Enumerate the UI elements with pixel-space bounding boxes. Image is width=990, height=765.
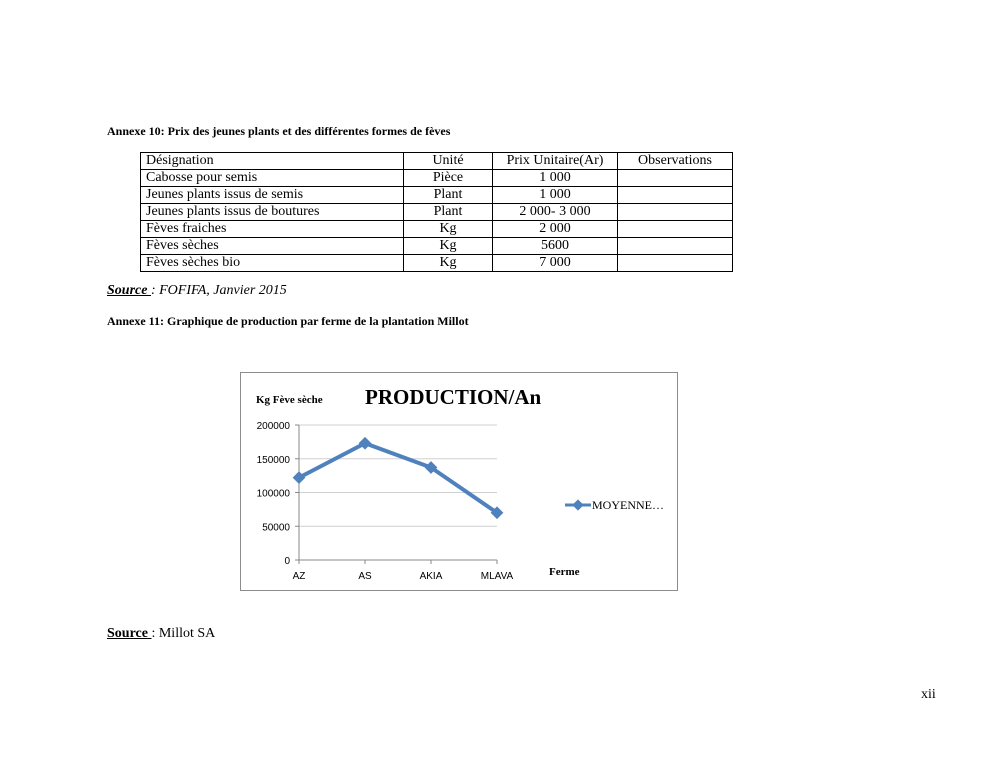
cell-observations xyxy=(618,204,733,221)
cell-observations xyxy=(618,255,733,272)
chart-legend xyxy=(565,498,664,512)
chart-canvas xyxy=(241,373,677,590)
header-observations: Observations xyxy=(618,153,733,170)
source-text: : FOFIFA, Janvier 2015 xyxy=(150,283,287,298)
cell-unite: Plant xyxy=(404,204,493,221)
cell-observations xyxy=(618,170,733,187)
header-prix: Prix Unitaire(Ar) xyxy=(493,153,618,170)
y-tick-label: 200000 xyxy=(256,421,290,432)
cell-prix: 5600 xyxy=(493,238,618,255)
table-row xyxy=(141,255,733,272)
y-tick-label: 50000 xyxy=(262,522,290,534)
production-chart xyxy=(240,372,678,591)
legend-label: MOYENNE… xyxy=(592,498,664,512)
cell-prix: 7 000 xyxy=(493,255,618,272)
chart-axes xyxy=(257,421,514,582)
cell-unite: Kg xyxy=(404,221,493,238)
x-tick-label: AS xyxy=(358,571,372,582)
annex10-title: Annexe 10: Prix des jeunes plants et des différentes formes de fèves xyxy=(107,124,451,138)
cell-designation: Cabosse pour semis xyxy=(141,170,404,187)
table-row xyxy=(141,221,733,238)
cell-prix: 2 000- 3 000 xyxy=(493,204,618,221)
chart-series xyxy=(293,437,504,519)
x-tick-label: AKIA xyxy=(419,571,443,582)
x-tick-label: AZ xyxy=(292,571,306,582)
cell-prix: 1 000 xyxy=(493,170,618,187)
cell-unite: Plant xyxy=(404,187,493,204)
legend-marker xyxy=(572,499,583,510)
table-row xyxy=(141,170,733,187)
source-note-annex10 xyxy=(107,283,287,299)
page-number: xii xyxy=(921,687,936,702)
table-row xyxy=(141,238,733,255)
cell-observations xyxy=(618,238,733,255)
y-axis-label: Kg Fève sèche xyxy=(256,394,323,406)
table-row xyxy=(141,187,733,204)
cell-unite: Pièce xyxy=(404,170,493,187)
header-unite: Unité xyxy=(404,153,493,170)
x-tick-label: MLAVA xyxy=(480,571,514,582)
cell-observations xyxy=(618,221,733,238)
cell-designation: Fèves sèches xyxy=(141,238,404,255)
series-line xyxy=(299,443,497,513)
cell-prix: 1 000 xyxy=(493,187,618,204)
cell-designation: Fèves sèches bio xyxy=(141,255,404,272)
price-table xyxy=(140,152,733,272)
cell-designation: Jeunes plants issus de boutures xyxy=(141,204,404,221)
x-axis-label: Ferme xyxy=(549,566,580,578)
cell-designation: Jeunes plants issus de semis xyxy=(141,187,404,204)
table-header-row xyxy=(141,153,733,170)
cell-designation: Fèves fraiches xyxy=(141,221,404,238)
annex11-title: Annexe 11: Graphique de production par ferme de la plantation Millot xyxy=(107,314,469,328)
source-label: Source xyxy=(107,626,152,641)
y-tick-label: 150000 xyxy=(256,454,290,466)
y-tick-label: 100000 xyxy=(256,488,290,500)
source-text: : Millot SA xyxy=(151,626,216,641)
table-row xyxy=(141,204,733,221)
source-label: Source xyxy=(107,283,151,298)
cell-prix: 2 000 xyxy=(493,221,618,238)
header-designation: Désignation xyxy=(141,153,404,170)
chart-title: PRODUCTION/An xyxy=(365,385,542,409)
y-tick-label: 0 xyxy=(284,556,290,567)
cell-observations xyxy=(618,187,733,204)
source-note-annex11 xyxy=(107,626,215,642)
cell-unite: Kg xyxy=(404,238,493,255)
cell-unite: Kg xyxy=(404,255,493,272)
